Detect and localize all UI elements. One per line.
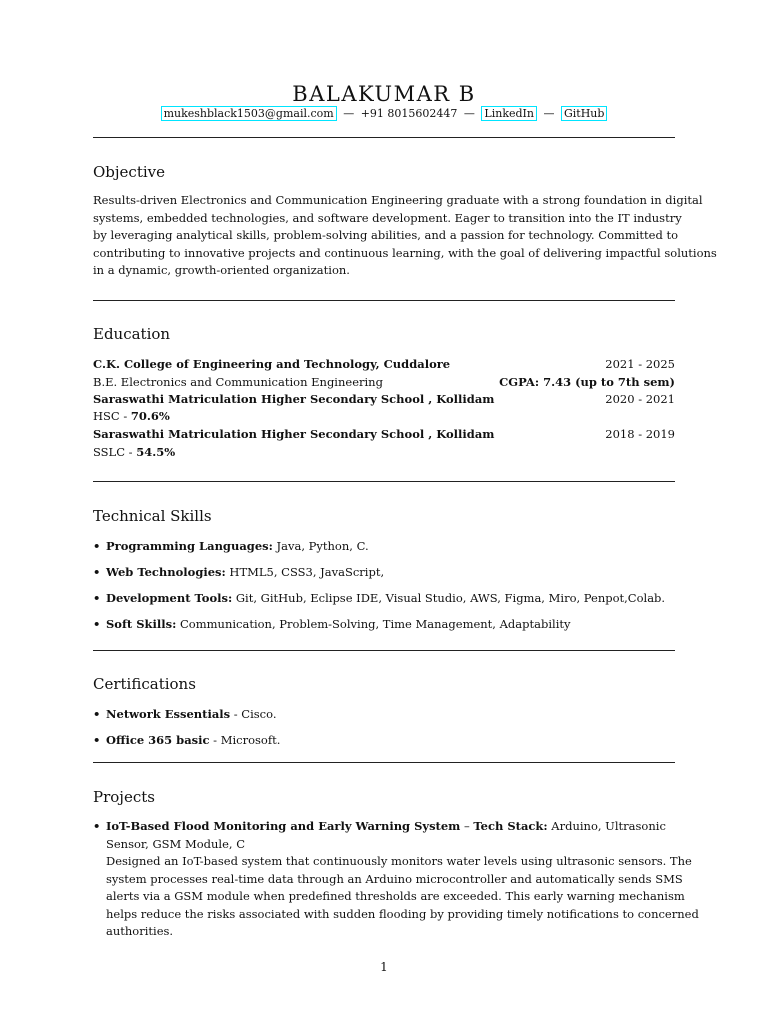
- education-level: HSC -: [93, 409, 131, 423]
- tech-stack-label: Tech Stack:: [473, 819, 548, 833]
- bullet-icon: •: [93, 591, 101, 605]
- objective-line: systems, embedded technologies, and software development. Eager to transition into the IT industry: [93, 210, 682, 225]
- bullet-icon: •: [93, 733, 101, 747]
- project-description-line: helps reduce the risks associated with sudden flooding by providing timely notifications to concerned: [106, 906, 699, 921]
- separator: —: [463, 107, 475, 120]
- phone-number: +91 8015602447: [360, 107, 458, 120]
- objective-line: Results-driven Electronics and Communication Engineering graduate with a strong foundation in digital: [93, 193, 703, 207]
- skill-label: Web Technologies:: [106, 565, 226, 579]
- project-description-line: Designed an IoT-based system that continuously monitors water levels using ultrasonic sensors. The: [106, 854, 692, 868]
- separator: —: [343, 107, 355, 120]
- project-description-line: authorities.: [106, 924, 174, 938]
- contact-line: [0, 107, 768, 121]
- education-entry: [93, 426, 675, 444]
- certification-item: [93, 706, 675, 724]
- linkedin-link[interactable]: LinkedIn: [481, 106, 537, 121]
- education-detail-row: [93, 408, 675, 426]
- education-score: 54.5%: [136, 445, 176, 459]
- skill-label: Development Tools:: [106, 591, 233, 605]
- institution-name: Saraswathi Matriculation Higher Secondary School , Kollidam: [93, 427, 495, 441]
- institution-name: Saraswathi Matriculation Higher Secondary School , Kollidam: [93, 392, 495, 406]
- project-description-line: system processes real-time data through an Arduino microcontroller and automatically sends SMS: [106, 871, 683, 886]
- skill-item: [93, 590, 675, 608]
- education-entry: [93, 356, 675, 374]
- project-title-line: [106, 818, 675, 836]
- bullet-icon: •: [93, 565, 101, 579]
- skill-value: Git, GitHub, Eclipse IDE, Visual Studio, AWS, Figma, Miro, Penpot,Colab.: [232, 591, 666, 605]
- bullet-icon: •: [93, 539, 101, 553]
- education-dates: 2021 - 2025: [605, 357, 675, 371]
- certification-issuer: - Cisco.: [230, 707, 277, 721]
- project-description-line: alerts via a GSM module when predefined thresholds are exceeded. This early warning mechanism: [106, 889, 685, 903]
- education-score: CGPA: 7.43 (up to 7th sem): [499, 375, 675, 389]
- section-title-objective: Objective: [93, 163, 166, 181]
- skill-label: Programming Languages:: [106, 539, 273, 553]
- degree-name: B.E. Electronics and Communication Engineering: [93, 375, 383, 389]
- divider: [93, 137, 675, 138]
- objective-paragraph: [93, 192, 717, 280]
- separator: —: [543, 107, 555, 120]
- section-title-projects: Projects: [93, 788, 155, 806]
- skill-item: [93, 564, 675, 582]
- education-dates: 2020 - 2021: [605, 392, 675, 406]
- certification-issuer: - Microsoft.: [209, 733, 281, 747]
- skill-value: HTML5, CSS3, JavaScript,: [225, 565, 385, 579]
- divider: [93, 762, 675, 763]
- bullet-icon: •: [93, 617, 101, 631]
- certification-item: [93, 732, 675, 750]
- tech-stack-value: Sensor, GSM Module, C: [106, 836, 246, 851]
- skill-item: [93, 538, 675, 556]
- divider: [93, 650, 675, 651]
- education-detail-row: [93, 374, 675, 392]
- objective-line: contributing to innovative projects and continuous learning, with the goal of delivering impactful solutions: [93, 245, 717, 260]
- section-title-certifications: Certifications: [93, 675, 196, 693]
- skill-value: Communication, Problem-Solving, Time Management, Adaptability: [176, 617, 571, 631]
- project-item: [106, 818, 699, 941]
- education-detail-row: [93, 444, 675, 462]
- bullet-icon: •: [93, 819, 101, 833]
- page-number: 1: [380, 960, 388, 974]
- skill-value: Java, Python, C.: [272, 539, 369, 553]
- education-level: SSLC -: [93, 445, 137, 459]
- objective-line: by leveraging analytical skills, problem-solving abilities, and a passion for technology. Committed to: [93, 228, 679, 242]
- project-dash: –: [460, 819, 474, 833]
- skill-item: [93, 616, 675, 634]
- objective-line: in a dynamic, growth-oriented organization.: [93, 263, 350, 277]
- bullet-icon: •: [93, 707, 101, 721]
- education-entry: [93, 391, 675, 409]
- tech-stack-value: Arduino, Ultrasonic: [547, 819, 666, 833]
- section-title-skills: Technical Skills: [93, 507, 212, 525]
- section-title-education: Education: [93, 325, 171, 343]
- education-score: 70.6%: [130, 409, 170, 423]
- email-link[interactable]: mukeshblack1503@gmail.com: [161, 106, 337, 121]
- certification-name: Network Essentials: [106, 707, 231, 721]
- certification-name: Office 365 basic: [106, 733, 210, 747]
- institution-name: C.K. College of Engineering and Technology, Cuddalore: [93, 357, 451, 371]
- divider: [93, 300, 675, 301]
- divider: [93, 481, 675, 482]
- github-link[interactable]: GitHub: [561, 106, 607, 121]
- education-dates: 2018 - 2019: [605, 427, 675, 441]
- project-name: IoT-Based Flood Monitoring and Early Warning System: [106, 819, 461, 833]
- resume-name: BALAKUMAR B: [292, 82, 476, 106]
- skill-label: Soft Skills:: [106, 617, 177, 631]
